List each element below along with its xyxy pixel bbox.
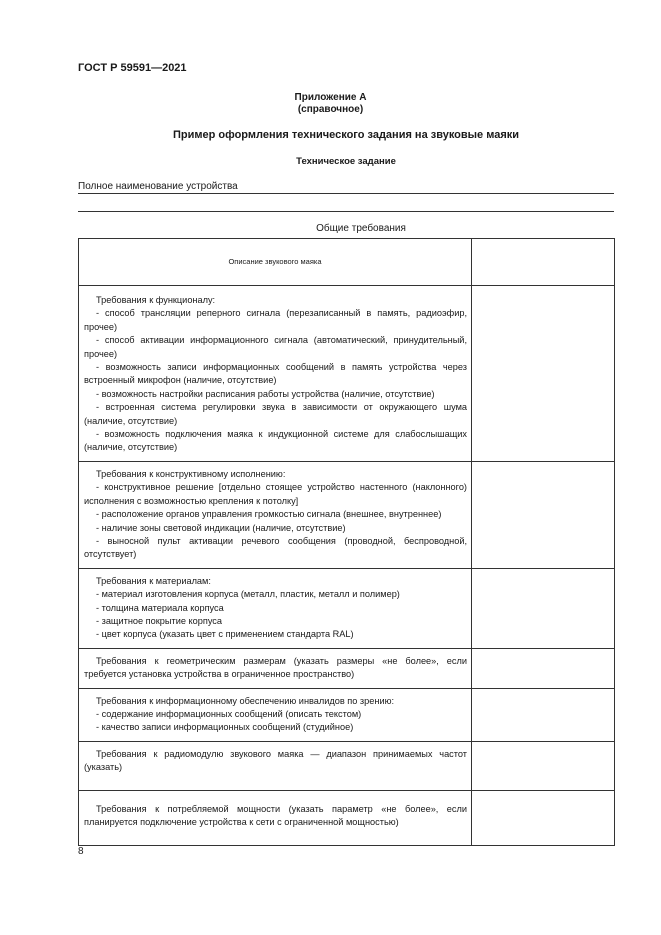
list-item: - возможность подключения маяка к индукционной системе для слабослышащих (наличие, отсутствие) <box>84 429 467 453</box>
value-cell <box>472 286 615 462</box>
list-item: - расположение органов управления громкостью сигнала (внешнее, внутреннее) <box>96 509 442 520</box>
list-item: - содержание информационных сообщений (описать текстом) <box>96 708 362 719</box>
row-title: Требования к функционалу: <box>96 295 216 305</box>
list-item: - качество записи информационных сообщений (студийное) <box>96 722 354 733</box>
description-header-cell: Описание звукового маяка <box>79 239 472 286</box>
value-cell <box>472 790 615 845</box>
row-text: Требования к потребляемой мощности (указать параметр «не более», если планируется подключение устройства к сети с ограниченной мощностью) <box>84 803 467 828</box>
list-item: - материал изготовления корпуса (металл, пластик, металл и полимер) <box>96 589 400 600</box>
geometry-requirements-cell <box>79 648 472 688</box>
table-row <box>79 239 615 286</box>
value-cell <box>472 741 615 790</box>
list-item: - цвет корпуса (указать цвет с применением стандарта RAL) <box>96 629 354 640</box>
list-item: - возможность настройки расписания работы устройства (наличие, отсутствие) <box>96 388 435 399</box>
power-requirements-cell <box>79 790 472 845</box>
list-item: - толщина материала корпуса <box>96 602 224 613</box>
visual-impaired-requirements-cell <box>79 688 472 741</box>
row-text: Требования к геометрическим размерам (указать размеры «не более», если требуется установка устройства в ограниченное пространство) <box>84 655 467 680</box>
page-number: 8 <box>78 846 84 857</box>
radio-module-requirements-cell <box>79 741 472 790</box>
table-row <box>79 568 615 648</box>
example-title: Пример оформления технического задания на звуковые маяки <box>172 129 520 141</box>
value-cell <box>472 568 615 648</box>
requirements-table <box>78 238 615 846</box>
general-requirements-heading: Общие требования <box>316 223 406 234</box>
list-item: - выносной пульт активации речевого сообщения (проводной, беспроводной, отсутствует) <box>84 535 467 560</box>
materials-requirements-cell <box>79 568 472 648</box>
row-title: Требования к информационному обеспечению инвалидов по зрению: <box>96 695 395 706</box>
list-item: - встроенная система регулировки звука в зависимости от окружающего шума (наличие, отсутствие) <box>84 402 467 426</box>
list-item: - возможность записи информационных сообщений в память устройства через встроенный микрофон (наличие, отсутствие) <box>84 362 467 386</box>
functional-requirements-cell <box>79 286 472 462</box>
value-cell <box>472 239 615 286</box>
value-cell <box>472 688 615 741</box>
table-row <box>79 461 615 568</box>
row-title: Требования к конструктивному исполнению: <box>96 468 286 479</box>
list-item: - защитное покрытие корпуса <box>96 615 223 626</box>
list-item: - наличие зоны световой индикации (наличие, отсутствие) <box>96 522 346 533</box>
full-name-label: Полное наименование устройства <box>78 181 238 192</box>
full-name-line <box>78 193 614 194</box>
standard-code: ГОСТ Р 59591—2021 <box>78 62 187 74</box>
row-title: Требования к материалам: <box>96 575 211 586</box>
constructive-requirements-cell <box>79 461 472 568</box>
list-item: - способ трансляции реперного сигнала (перезаписанный в память, радиоэфир, прочее) <box>84 308 467 332</box>
table-row <box>79 688 615 741</box>
value-cell <box>472 461 615 568</box>
tz-title: Техническое задание <box>296 156 396 167</box>
list-item: - способ активации информационного сигнала (автоматический, принудительный, прочее) <box>84 335 467 359</box>
table-row <box>79 790 615 845</box>
value-cell <box>472 648 615 688</box>
row-text: Требования к радиомодулю звукового маяка — диапазон принимаемых частот (указать) <box>84 748 467 773</box>
table-row <box>79 648 615 688</box>
table-row <box>79 741 615 790</box>
annex-title: Приложение А <box>294 92 367 103</box>
table-row <box>79 286 615 462</box>
annex-type: (справочное) <box>297 104 364 115</box>
full-name-line-2 <box>78 211 614 212</box>
list-item: - конструктивное решение [отдельно стоящее устройство настенного (наклонного) исполнения с возможностью крепления к потолку] <box>84 482 467 506</box>
